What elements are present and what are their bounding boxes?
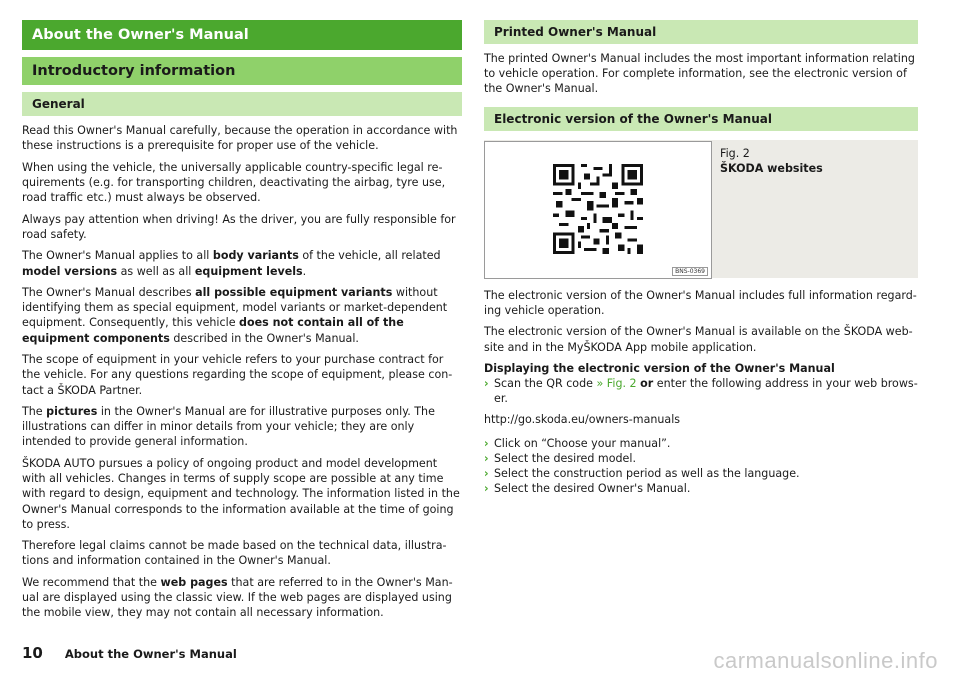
chapter-title: About the Owner's Manual: [22, 20, 462, 50]
chevron-right-icon: ›: [484, 452, 489, 466]
owners-manual-url[interactable]: http://go.skoda.eu/owners-manuals: [484, 413, 681, 427]
printed-manual-title: Printed Owner's Manual: [484, 20, 918, 44]
paragraph-web-pages: We recommend that the web pages that are referred to in the Owner's Manual are displayed using the classic view. If the web pages are displayed using the mobile view, they may not contain all necessary information.: [22, 575, 453, 620]
chevron-right-icon: ›: [484, 437, 489, 451]
display-heading: Displaying the electronic version of the Owner's Manual: [484, 362, 835, 376]
qr-code-icon[interactable]: [553, 164, 643, 254]
paragraph-development: ŠKODA AUTO pursues a policy of ongoing product and model development with all vehicles. Changes in terms of supply scope are possible at any time with regard to design, equipment and technology. The information listed in the Owner's Manual corresponds to the information available at the time of going to press.: [22, 456, 460, 531]
paragraph-applies-to: The Owner's Manual applies to all body variants of the vehicle, all related model versions as well as all equipment levels.: [22, 249, 441, 278]
section-title: Introductory information: [22, 57, 462, 85]
left-column: [22, 20, 462, 627]
chevron-right-icon: ›: [484, 467, 489, 481]
figure-reference-link[interactable]: » Fig. 2: [596, 377, 637, 391]
step-scan-qr: [484, 376, 918, 406]
figure-code: BNS-0369: [672, 267, 708, 276]
chevron-right-icon: ›: [484, 377, 489, 391]
figure-caption: [712, 140, 831, 278]
list-item: › Select the desired Owner's Manual.: [484, 482, 691, 496]
paragraph-printed-manual: The printed Owner's Manual includes the most important information relating to vehicle operation. For complete information, see the electronic version of the Owner's Manual.: [484, 52, 915, 96]
subsection-title: General: [22, 92, 462, 116]
paragraph-pictures: The pictures in the Owner's Manual are for illustrative purposes only. The illustrations can differ in minor details from your vehicle; they are only intended to provide general information.: [22, 405, 435, 449]
page-number: 10: [22, 644, 43, 662]
paragraph-read-carefully: Read this Owner's Manual carefully, because the operation in accordance with these instructions is a prerequisite for proper use of the vehicle.: [22, 124, 458, 153]
paragraph-scope: The scope of equipment in your vehicle refers to your purchase contract for the vehicle. For any questions regarding the scope of equipment, please contact a ŠKODA Partner.: [22, 353, 453, 397]
list-item: › Click on “Choose your manual”.: [484, 437, 671, 451]
page-footer: [22, 644, 237, 662]
paragraph-legal-claims: Therefore legal claims cannot be made based on the technical data, illustrations and information contained in the Owner's Manual.: [22, 539, 447, 568]
paragraph-electronic-full-info: The electronic version of the Owner's Manual includes full information regarding vehicle operation.: [484, 288, 917, 317]
paragraph-legal-requirements: When using the vehicle, the universally applicable country-specific legal requirements (e.g. for transporting children, deactivating the airbag, tyre use, road traffic etc.) must always be observed.: [22, 160, 446, 205]
figure-image: [484, 141, 712, 279]
paragraph-attention: Always pay attention when driving! As the driver, you are fully responsible for road safety.: [22, 212, 456, 241]
footer-title: About the Owner's Manual: [64, 647, 237, 661]
chevron-right-icon: ›: [484, 482, 489, 496]
paragraph-describes: The Owner's Manual describes all possible equipment variants without identifying them as special equipment, model variants or market-dependent equipment. Consequently, this vehicle does not contain all of the equipment components described in the Owner's Manual.: [22, 286, 448, 345]
paragraph-electronic-availability: The electronic version of the Owner's Manual is available on the ŠKODA website and in the MyŠKODA App mobile application.: [484, 325, 913, 354]
list-item: › Select the desired model.: [484, 452, 636, 466]
figure-label: Fig. 2: [720, 146, 750, 160]
figure-title: ŠKODA websites: [720, 161, 823, 175]
step-text: Scan the QR code » Fig. 2 or enter the following address in your web browser.: [494, 377, 918, 406]
watermark: carmanualsonline.info: [713, 648, 938, 673]
electronic-manual-title: Electronic version of the Owner's Manual: [484, 107, 918, 131]
list-item: › Select the construction period as well as the language.: [484, 467, 800, 481]
figure-skoda-websites: [484, 140, 918, 278]
right-column: [484, 20, 918, 496]
